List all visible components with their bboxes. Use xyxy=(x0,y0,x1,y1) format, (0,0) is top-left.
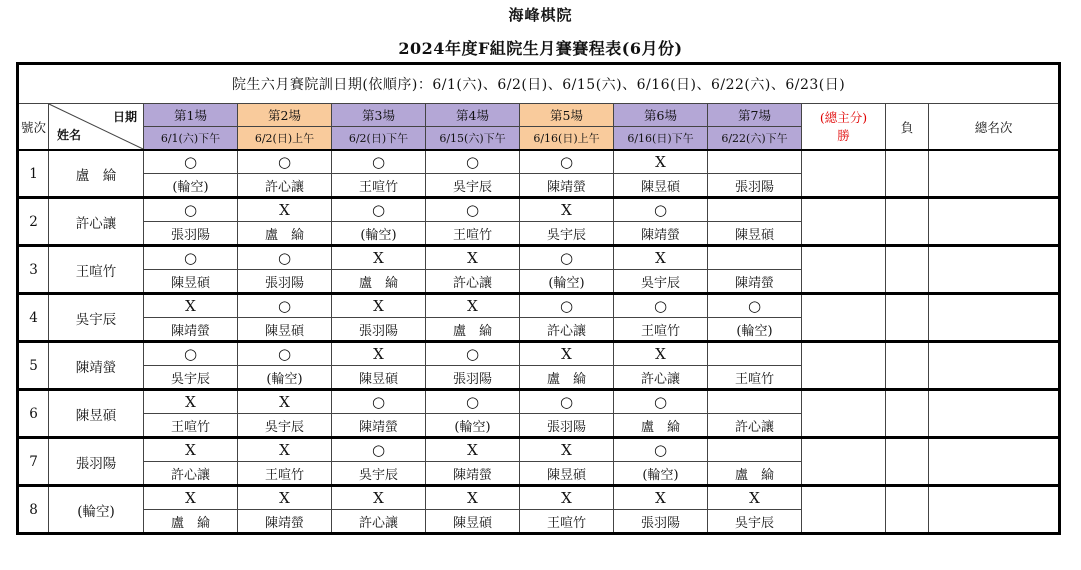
result-cell: X xyxy=(144,486,238,510)
opponent-cell: 陳靖螢 xyxy=(144,318,238,342)
result-cell: X xyxy=(708,486,802,510)
result-cell: X xyxy=(332,486,426,510)
player-name: 陳靖螢 xyxy=(49,342,144,390)
player-name: 許心讓 xyxy=(49,198,144,246)
opponent-cell: 陳靖螢 xyxy=(426,462,520,486)
round-7-header: 第7場 xyxy=(708,104,802,127)
result-cell: X xyxy=(238,486,332,510)
opponent-cell: 盧 綸 xyxy=(520,366,614,390)
result-cell: ○ xyxy=(426,198,520,222)
result-cell: ○ xyxy=(332,198,426,222)
result-cell: ○ xyxy=(238,246,332,270)
player-row xyxy=(18,486,1060,510)
result-cell: X xyxy=(332,342,426,366)
result-cell: ○ xyxy=(520,390,614,414)
result-cell: X xyxy=(520,438,614,462)
losses-cell[interactable] xyxy=(886,342,929,390)
result-cell: ○ xyxy=(520,150,614,174)
opponent-cell: 陳靖螢 xyxy=(614,222,708,246)
result-cell: X xyxy=(520,486,614,510)
player-number: 4 xyxy=(18,294,49,342)
opponent-cell: 陳昱碩 xyxy=(332,366,426,390)
losses-column-header: 負 xyxy=(886,104,929,151)
opponent-cell: 王喧竹 xyxy=(426,222,520,246)
losses-cell[interactable] xyxy=(886,198,929,246)
result-cell: ○ xyxy=(238,294,332,318)
opponent-cell: 許心讓 xyxy=(708,414,802,438)
opponent-cell: 陳靖螢 xyxy=(520,174,614,198)
player-number: 1 xyxy=(18,150,49,198)
opponent-cell: 吳宇辰 xyxy=(332,462,426,486)
round-3-date: 6/2(日)下午 xyxy=(332,127,426,151)
result-cell xyxy=(708,390,802,414)
name-header-label: 姓名 xyxy=(57,128,82,142)
number-column-header: 號次 xyxy=(18,104,49,151)
opponent-cell: (輪空) xyxy=(238,366,332,390)
rank-cell[interactable] xyxy=(929,198,1060,246)
date-name-header xyxy=(49,104,144,151)
player-name: 王喧竹 xyxy=(49,246,144,294)
wins-column-header xyxy=(802,104,886,151)
opponent-cell: 盧 綸 xyxy=(144,510,238,534)
opponent-cell: 張羽陽 xyxy=(520,414,614,438)
round-4-header: 第4場 xyxy=(426,104,520,127)
round-5-date: 6/16(日)上午 xyxy=(520,127,614,151)
result-cell: ○ xyxy=(520,294,614,318)
opponent-cell: 王喧竹 xyxy=(520,510,614,534)
player-row xyxy=(18,294,1060,318)
losses-cell[interactable] xyxy=(886,294,929,342)
result-cell: ○ xyxy=(238,342,332,366)
player-name: 吳宇辰 xyxy=(49,294,144,342)
rank-cell[interactable] xyxy=(929,150,1060,198)
schedule-table xyxy=(16,62,1061,535)
round-2-date: 6/2(日)上午 xyxy=(238,127,332,151)
opponent-cell: (輪空) xyxy=(144,174,238,198)
opponent-cell: 盧 綸 xyxy=(426,318,520,342)
training-dates-notice: 院生六月賽院訓日期(依順序)：6/1(六)、6/2(日)、6/15(六)、6/16(日)、6/22(六)、6/23(日) xyxy=(18,64,1060,104)
player-number: 3 xyxy=(18,246,49,294)
result-cell: ○ xyxy=(614,198,708,222)
result-cell: ○ xyxy=(614,294,708,318)
opponent-cell: 許心讓 xyxy=(144,462,238,486)
rank-column-header: 總名次 xyxy=(929,104,1060,151)
opponent-cell: 吳宇辰 xyxy=(426,174,520,198)
losses-cell[interactable] xyxy=(886,390,929,438)
losses-cell[interactable] xyxy=(886,246,929,294)
losses-cell[interactable] xyxy=(886,150,929,198)
wins-cell[interactable] xyxy=(802,342,886,390)
round-3-header: 第3場 xyxy=(332,104,426,127)
rank-cell[interactable] xyxy=(929,342,1060,390)
opponent-cell: 陳昱碩 xyxy=(426,510,520,534)
player-name: 盧 綸 xyxy=(49,150,144,198)
result-cell: ○ xyxy=(614,438,708,462)
opponent-cell: 王喧竹 xyxy=(614,318,708,342)
result-cell: ○ xyxy=(614,390,708,414)
wins-cell[interactable] xyxy=(802,294,886,342)
player-row xyxy=(18,342,1060,366)
result-cell: X xyxy=(520,342,614,366)
result-cell: ○ xyxy=(144,150,238,174)
result-cell: ○ xyxy=(144,198,238,222)
round-4-date: 6/15(六)下午 xyxy=(426,127,520,151)
player-number: 8 xyxy=(18,486,49,534)
round-2-header: 第2場 xyxy=(238,104,332,127)
org-title: 海峰棋院 xyxy=(508,6,573,24)
result-cell: X xyxy=(614,150,708,174)
result-cell: X xyxy=(144,294,238,318)
opponent-cell: 許心讓 xyxy=(332,510,426,534)
wins-cell[interactable] xyxy=(802,246,886,294)
player-row xyxy=(18,390,1060,414)
result-cell: ○ xyxy=(426,150,520,174)
opponent-cell: (輪空) xyxy=(614,462,708,486)
total-score-label: (總主分) xyxy=(819,109,868,125)
player-name: (輪空) xyxy=(49,486,144,534)
result-cell: ○ xyxy=(332,390,426,414)
wins-label: 勝 xyxy=(837,127,850,143)
player-row xyxy=(18,150,1060,174)
result-cell: X xyxy=(238,438,332,462)
opponent-cell: 王喧竹 xyxy=(144,414,238,438)
date-header-label: 日期 xyxy=(112,110,137,124)
player-number: 7 xyxy=(18,438,49,486)
result-cell: X xyxy=(426,438,520,462)
player-row xyxy=(18,198,1060,222)
opponent-cell: 陳靖螢 xyxy=(332,414,426,438)
opponent-cell: 王喧竹 xyxy=(332,174,426,198)
opponent-cell: 陳昱碩 xyxy=(614,174,708,198)
result-cell: ○ xyxy=(144,246,238,270)
rank-cell[interactable] xyxy=(929,438,1060,486)
result-cell: X xyxy=(614,342,708,366)
opponent-cell: 王喧竹 xyxy=(238,462,332,486)
round-1-date: 6/1(六)下午 xyxy=(144,127,238,151)
opponent-cell: 張羽陽 xyxy=(614,510,708,534)
result-cell: X xyxy=(144,390,238,414)
opponent-cell: 陳昱碩 xyxy=(520,462,614,486)
result-cell: ○ xyxy=(144,342,238,366)
result-cell: ○ xyxy=(332,150,426,174)
result-cell: X xyxy=(426,246,520,270)
opponent-cell: (輪空) xyxy=(708,318,802,342)
player-row xyxy=(18,246,1060,270)
round-1-header: 第1場 xyxy=(144,104,238,127)
round-7-date: 6/22(六)下午 xyxy=(708,127,802,151)
rank-cell[interactable] xyxy=(929,294,1060,342)
player-name: 張羽陽 xyxy=(49,438,144,486)
sheet-title: 2024年度F組院生月賽賽程表(6月份) xyxy=(398,39,683,58)
round-6-header: 第6場 xyxy=(614,104,708,127)
opponent-cell: 張羽陽 xyxy=(144,222,238,246)
result-cell: X xyxy=(332,246,426,270)
opponent-cell: (輪空) xyxy=(520,270,614,294)
rank-cell[interactable] xyxy=(929,390,1060,438)
wins-cell[interactable] xyxy=(802,150,886,198)
round-6-date: 6/16(日)下午 xyxy=(614,127,708,151)
result-cell: X xyxy=(144,438,238,462)
round-5-header: 第5場 xyxy=(520,104,614,127)
opponent-cell: 許心讓 xyxy=(426,270,520,294)
result-cell: X xyxy=(332,294,426,318)
opponent-cell: 陳靖螢 xyxy=(238,510,332,534)
opponent-cell: 張羽陽 xyxy=(238,270,332,294)
opponent-cell: 許心讓 xyxy=(520,318,614,342)
opponent-cell: 陳昱碩 xyxy=(144,270,238,294)
result-cell: X xyxy=(426,294,520,318)
opponent-cell: 陳昱碩 xyxy=(708,222,802,246)
opponent-cell: 吳宇辰 xyxy=(144,366,238,390)
player-row xyxy=(18,438,1060,462)
player-number: 6 xyxy=(18,390,49,438)
losses-cell[interactable] xyxy=(886,486,929,534)
result-cell xyxy=(708,342,802,366)
result-cell: X xyxy=(614,246,708,270)
opponent-cell: 許心讓 xyxy=(614,366,708,390)
result-cell xyxy=(708,438,802,462)
result-cell: ○ xyxy=(426,390,520,414)
result-cell: ○ xyxy=(238,150,332,174)
result-cell xyxy=(708,246,802,270)
opponent-cell: 盧 綸 xyxy=(238,222,332,246)
player-name: 陳昱碩 xyxy=(49,390,144,438)
result-cell: ○ xyxy=(426,342,520,366)
opponent-cell: 張羽陽 xyxy=(332,318,426,342)
wins-cell[interactable] xyxy=(802,198,886,246)
result-cell: X xyxy=(426,486,520,510)
opponent-cell: (輪空) xyxy=(332,222,426,246)
result-cell: ○ xyxy=(708,294,802,318)
opponent-cell: 張羽陽 xyxy=(426,366,520,390)
result-cell: ○ xyxy=(332,438,426,462)
result-cell: X xyxy=(238,390,332,414)
player-number: 2 xyxy=(18,198,49,246)
opponent-cell: 陳靖螢 xyxy=(708,270,802,294)
opponent-cell: 盧 綸 xyxy=(708,462,802,486)
opponent-cell: 王喧竹 xyxy=(708,366,802,390)
opponent-cell: 盧 綸 xyxy=(332,270,426,294)
losses-cell[interactable] xyxy=(886,438,929,486)
result-cell xyxy=(708,198,802,222)
opponent-cell: 吳宇辰 xyxy=(614,270,708,294)
opponent-cell: 張羽陽 xyxy=(708,174,802,198)
result-cell: X xyxy=(614,486,708,510)
opponent-cell: 吳宇辰 xyxy=(708,510,802,534)
opponent-cell: 盧 綸 xyxy=(614,414,708,438)
opponent-cell: 吳宇辰 xyxy=(238,414,332,438)
opponent-cell: 陳昱碩 xyxy=(238,318,332,342)
opponent-cell: (輪空) xyxy=(426,414,520,438)
wins-cell[interactable] xyxy=(802,390,886,438)
wins-cell[interactable] xyxy=(802,438,886,486)
rank-cell[interactable] xyxy=(929,246,1060,294)
result-cell: ○ xyxy=(520,246,614,270)
rank-cell[interactable] xyxy=(929,486,1060,534)
result-cell: X xyxy=(238,198,332,222)
result-cell xyxy=(708,150,802,174)
wins-cell[interactable] xyxy=(802,486,886,534)
opponent-cell: 許心讓 xyxy=(238,174,332,198)
opponent-cell: 吳宇辰 xyxy=(520,222,614,246)
result-cell: X xyxy=(520,198,614,222)
player-number: 5 xyxy=(18,342,49,390)
